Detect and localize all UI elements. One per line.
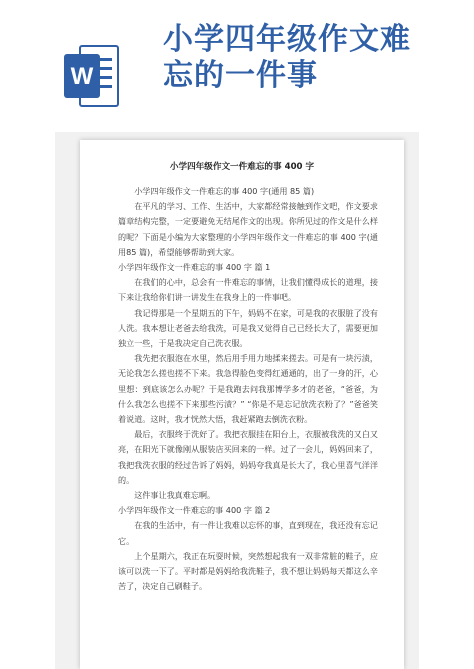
word-logo-letter: W xyxy=(70,63,94,90)
paragraph: 上个星期六，我正在玩耍时候，突然想起我有一双非常脏的鞋子，应该可以洗一下了。平时都是妈妈给我洗鞋子，我不想让妈妈每天都这么辛苦了，决定自己刷鞋子。 xyxy=(118,550,378,592)
word-document-icon xyxy=(62,40,122,112)
paragraph: 我先把衣服泡在水里，然后用手用力地揉来搓去。可是有一块污渍，无论我怎么搓也搓不下来。我急得脸色变得红通通的，出了一身的汗，心里想：到底该怎么办呢？于是我跑去问我那博学多才的老爸，“爸爸，为什么我怎么也搓不下来那些污渍？” “你是不是忘记放洗衣粉了？”爸爸笑着说道。这时，我才恍然大悟，我赶紧跑去倒洗衣粉。 xyxy=(118,353,378,425)
page-title-line-1: 小学四年级作文难 xyxy=(163,22,411,57)
document-body xyxy=(118,184,378,594)
document-page xyxy=(80,140,404,669)
page-title xyxy=(163,22,463,94)
paragraph: 这件事让我真难忘啊。 xyxy=(134,490,216,501)
banner xyxy=(0,0,474,135)
paragraph: 在我们的心中，总会有一件难忘的事情，让我们懂得成长的道理，接下来让我给你们讲一讲发生在我身上的一件事吧。 xyxy=(118,277,378,303)
section-heading: 小学四年级作文一件难忘的事 400 字 篇 1 xyxy=(118,262,271,273)
paragraph: 小学四年级作文一件难忘的事 400 字(通用 85 篇) xyxy=(134,186,315,196)
page-title-line-2: 忘的一件事 xyxy=(163,58,318,93)
paragraph: 在我的生活中，有一件让我难以忘怀的事，直到现在，我还没有忘记它。 xyxy=(118,520,378,546)
paragraph: 在平凡的学习、工作、生活中，大家都经常接触到作文吧，作文要求篇章结构完整，一定要避免无结尾作文的出现。你所见过的作文是什么样的呢？下面是小编为大家整理的小学四年级作文一件难忘的事 400 字(通用85 篇)，希望能够帮助到大家。 xyxy=(118,201,378,257)
paragraph: 我记得那是一个星期五的下午，妈妈不在家，可是我的衣服脏了没有人洗。我本想让老爸去给我洗，可是我又觉得自己已经长大了，需要更加独立一些，于是我决定自己洗衣服。 xyxy=(118,307,378,349)
paragraph: 最后，衣服终于洗好了。我把衣服挂在阳台上，衣服被我洗的又白又亮，在阳光下就像刚从服装店买回来的一样。过了一会儿，妈妈回来了，我把我洗衣服的经过告诉了妈妈，妈妈夸我真是长大了，我心里喜气洋洋的。 xyxy=(118,429,378,485)
section-heading: 小学四年级作文一件难忘的事 400 字 篇 2 xyxy=(118,505,271,516)
document-title: 小学四年级作文一件难忘的事 400 字 xyxy=(169,162,315,172)
